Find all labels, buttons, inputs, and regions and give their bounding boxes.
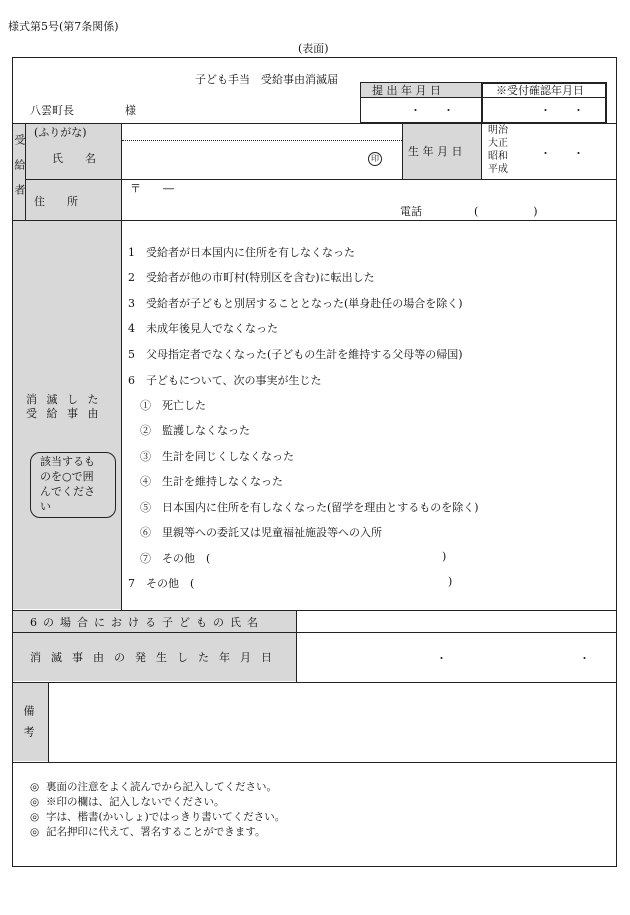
receipt-date-dots: ・ ・ (540, 104, 584, 117)
extinction-date-dots: ・ ・ (436, 652, 590, 665)
birthdate-right-divider (481, 123, 482, 180)
reasons-label-line2: 受 給 事 由 (26, 407, 102, 420)
remarks-field[interactable] (49, 683, 616, 761)
reason-item-7[interactable]: 7 その他 ( (128, 577, 195, 590)
sub-item-1[interactable]: ① 死亡した (140, 399, 206, 412)
note-1 (30, 779, 277, 794)
reason-item-2[interactable]: 2 受給者が他の市町村(特別区を含む)に転出した (128, 271, 375, 284)
phone-parens: ( ) (474, 205, 538, 218)
note-mark: ◎ (30, 826, 40, 838)
remarks-label: 備考 (22, 705, 35, 747)
era-taisho: 大正 (488, 138, 508, 149)
note-text: 裏面の注意をよく読んでから記入してください。 (46, 781, 277, 793)
form-number: 様式第5号(第7条関係) (8, 20, 119, 33)
phone-label: 電話 (400, 205, 422, 218)
sub-item-5[interactable]: ⑤ 日本国内に住所を有しなくなった(留学を理由とするものを除く) (140, 501, 479, 514)
name-field[interactable] (122, 142, 362, 178)
child-name-field[interactable] (297, 611, 616, 632)
reason-item-1[interactable]: 1 受給者が日本国内に住所を有しなくなった (128, 246, 355, 259)
note-mark: ◎ (30, 781, 40, 793)
name-label: 氏 名 (52, 152, 96, 165)
addressee-honorific: 様 (125, 104, 136, 117)
sub-item-4[interactable]: ④ 生計を維持しなくなった (140, 475, 283, 488)
side-label: (表面) (298, 42, 329, 55)
address-label: 住 所 (34, 195, 78, 208)
child-name-label: 6の場合における子どもの氏名 (30, 616, 264, 629)
sub-item-2[interactable]: ② 監護しなくなった (140, 424, 250, 437)
reason-item-6[interactable]: 6 子どもについて、次の事実が生じた (128, 374, 322, 387)
era-heisei: 平成 (488, 164, 508, 175)
sub-item-7-close: ) (442, 550, 447, 563)
remarks-bottom-line (12, 762, 617, 763)
instruction-line2: のを○で囲 (40, 470, 94, 483)
submission-date-dots: ・ ・ (410, 104, 454, 117)
extinction-date-label: 消滅事由の発生した年月日 (30, 651, 282, 664)
instruction-line3: んでくださ (40, 485, 95, 498)
reason-item-4[interactable]: 4 未成年後見人でなくなった (128, 322, 278, 335)
note-text: 字は、楷書(かいしょ)ではっきり書いてください。 (46, 811, 286, 823)
sub-item-3[interactable]: ③ 生計を同じくしなくなった (140, 450, 294, 463)
reason-item-3[interactable]: 3 受給者が子どもと別居することとなった(単身赴任の場合を除く) (128, 297, 463, 310)
addressee-name: 八雲町長 (30, 104, 74, 117)
sub-item-6[interactable]: ⑥ 里親等への委託又は児童福祉施設等への入所 (140, 526, 382, 539)
sub-item-7[interactable]: ⑦ その他 ( (140, 552, 211, 565)
reason-item-7-close: ) (448, 575, 453, 588)
reason-item-5[interactable]: 5 父母指定者でなくなった(子どもの生計を維持する父母等の帰国) (128, 348, 463, 361)
note-mark: ◎ (30, 796, 40, 808)
submission-date-label: 提 出 年 月 日 (372, 84, 441, 97)
postal-mark: 〒 ― (130, 182, 174, 195)
instruction-line1: 該当するも (40, 455, 95, 468)
birthdate-dots: ・ ・ (540, 147, 584, 160)
address-field[interactable] (122, 180, 616, 219)
note-4 (30, 824, 265, 839)
birthdate-label: 生 年 月 日 (408, 145, 463, 158)
note-3 (30, 809, 285, 824)
furigana-field[interactable] (122, 124, 402, 139)
reasons-divider (121, 220, 122, 610)
era-showa: 昭和 (488, 151, 508, 162)
recipient-group-label: 受給者 (13, 134, 26, 209)
form-title: 子ども手当 受給事由消滅届 (195, 73, 338, 86)
seal-mark: 印 (368, 152, 382, 166)
era-meiji: 明治 (488, 125, 508, 136)
note-text: 記名押印に代えて、署名することができます。 (46, 826, 266, 838)
note-text: ※印の欄は、記入しないでください。 (46, 796, 225, 808)
furigana-label: (ふりがな) (34, 126, 87, 139)
receipt-date-label: ※受付確認年月日 (496, 84, 584, 97)
note-2 (30, 794, 225, 809)
reasons-label-line1: 消 滅 し た (26, 393, 102, 406)
note-mark: ◎ (30, 811, 40, 823)
instruction-line4: い (40, 500, 51, 513)
receipt-date-divider (482, 97, 606, 98)
